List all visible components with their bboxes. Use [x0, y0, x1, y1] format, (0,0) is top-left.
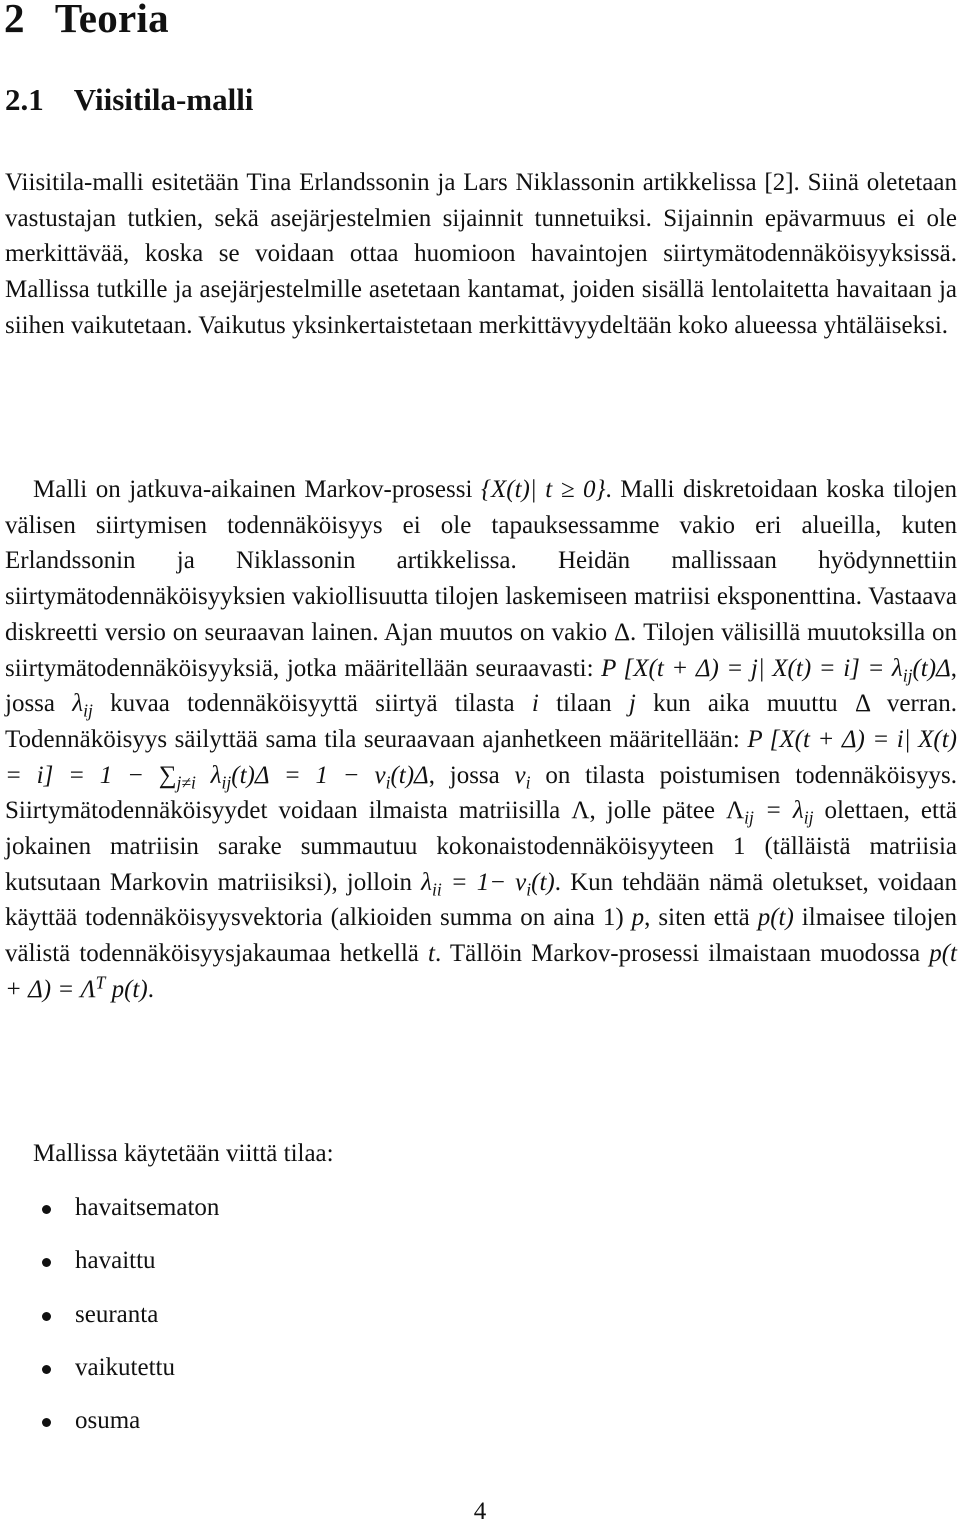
math-subscript: ij [221, 771, 232, 792]
list-item [5, 1403, 219, 1456]
math-superscript: T [95, 972, 106, 993]
math-part: (t)Δ [390, 761, 429, 789]
math-lambda-ii [421, 868, 555, 899]
math-part: λ [421, 868, 432, 896]
math-subscript: ii [431, 878, 442, 899]
math-delta: Δ [854, 690, 870, 718]
text-run: . Tällöin Markov-prosessi ilmaistaan muodossa [434, 940, 930, 968]
math-part: λ [195, 761, 222, 789]
state-label: osuma [75, 1407, 141, 1435]
section-heading [4, 0, 169, 42]
text-run: olettaen, että jokainen matriisin sarake summautuu kokonaistodennäköisyyteen 1 (tälläistä matriisia kutsutaan Markovin matriisiksi), jolloin [5, 797, 957, 896]
paragraph-intro: Viisitila-malli esitetään Tina Erlandssonin ja Lars Niklassonin artikkelissa [2]. Siinä oletetaan vastustajan tutkien, sekä asejärjestelmien sijainnit tunnetuiksi. Sijainnin epävarmuus ei ole merkittävää, koska se voidaan ottaa huomioon havaintojen siirtymätodennäköisyyksissä. Mallissa tutkille ja asejärjestelmille asetetaan kantamat, joiden sisällä lentolaitetta havaitaan ja siihen vaikutetaan. Vaikutus yksinkertaistetaan merkittävyydeltään koko alueessa yhtäläiseksi. [5, 169, 957, 339]
math-subscript: ij [803, 807, 814, 828]
math-subscript: ij [902, 664, 913, 685]
text-run: Malli on jatkuva-aikainen Markov-prosessi [33, 476, 481, 503]
text-run: . Tilojen välisillä muutoksilla on siirtymätodennäköisyyksiä, jotka määritellään seuraavasti: [5, 618, 957, 682]
state-label: havaitsematon [75, 1194, 220, 1221]
math-subscript: ij [744, 807, 754, 828]
math-part: = 1− v [441, 868, 527, 896]
math-part: (t) [531, 868, 555, 896]
subsection-title: Viisitila-malli [73, 82, 254, 117]
math-part: P [X(t + Δ) = i| X(t) = i] = 1 − ∑ [5, 725, 957, 789]
text-run: , jolle pätee [589, 797, 727, 825]
math-process: {X(t)| t ≥ 0} [480, 476, 606, 503]
math-subscript: ij [83, 700, 93, 721]
math-part: v [514, 761, 526, 789]
list-item [5, 1190, 219, 1243]
math-part: (t)Δ = 1 − v [231, 761, 386, 789]
math-part: λ [72, 690, 84, 718]
math-p: p [631, 904, 645, 932]
text-run: ilmaisee tilojen välistä todennäköisyysjakaumaa hetkellä [5, 904, 957, 968]
subsection-number: 2.1 [5, 82, 44, 117]
state-label: seuranta [75, 1300, 159, 1328]
math-part: Λ [726, 797, 745, 825]
math-v-i [514, 761, 531, 792]
bullet-icon [42, 1312, 51, 1321]
math-subscript: i [526, 878, 532, 899]
text-run: on tilasta poistumisen todennäköisyys. Siirtymätodennäköisyydet voidaan ilmaista matriisilla [5, 761, 958, 825]
text-run: verran. Todennäköisyys säilyttää sama tila seuraavaan ajanhetkeen määritellään: [5, 690, 958, 753]
state-label: havaittu [75, 1247, 156, 1275]
text-run: . Malli diskretoidaan koska tilojen välisen siirtymisen todennäköisyys ei ole tapauksessamme vakio eri alueilla, kuten Erlandssonin ja Niklassonin artikkelissa. Heidän mallissaan hyödynnettiin siirtymätodennäköisyyksien vakiollisuutta tilojen laskemiseen matriisi eksponenttina. Vastaava diskreetti versio on seuraavan lainen. Ajan muutos on vakio [5, 476, 957, 646]
math-subscript: i [385, 771, 391, 792]
paragraph-markov [5, 472, 957, 1008]
text-run: , siten että [644, 904, 758, 932]
math-matrix-entry [726, 797, 814, 828]
math-part: = λ [753, 797, 804, 825]
section-number: 2 [4, 0, 25, 41]
math-t: t [428, 940, 435, 968]
bullet-icon [42, 1258, 51, 1267]
math-p-t: p(t) [757, 904, 794, 932]
page-number: 4 [473, 1498, 487, 1525]
bullet-icon [42, 1365, 51, 1374]
math-part: (t)Δ [912, 654, 951, 682]
text-run: kuvaa todennäköisyyttä siirtyä tilasta [92, 690, 532, 718]
text-run: kun aika muuttu [635, 690, 855, 718]
list-item [5, 1243, 219, 1296]
list-item [5, 1297, 219, 1350]
math-part: p(t) [105, 975, 148, 1003]
math-delta: Δ [613, 618, 631, 646]
math-lambda-ij [72, 690, 93, 721]
text-run: , jossa [5, 654, 958, 718]
subsection-heading [5, 82, 253, 118]
math-subscript: j≠i [176, 771, 196, 792]
bullet-icon [42, 1205, 51, 1214]
list-item [5, 1350, 219, 1403]
text-run: . [147, 975, 154, 1003]
math-part: P [X(t + Δ) = j| X(t) = i] = λ [601, 654, 903, 682]
text-run: , jossa [428, 761, 515, 789]
math-transition-prob [601, 654, 951, 685]
state-list [5, 1190, 219, 1456]
math-j: j [628, 690, 636, 718]
math-i: i [531, 690, 539, 718]
bullet-icon [42, 1418, 51, 1427]
section-title: Teoria [54, 0, 169, 41]
text-run: tilaan [538, 690, 629, 718]
math-subscript: i [525, 771, 531, 792]
paragraph-states-intro: Mallissa käytetään viittä tilaa: [33, 1140, 334, 1167]
state-label: vaikutettu [75, 1353, 175, 1381]
text-run: . Kun tehdään nämä oletukset, voidaan käyttää todennäköisyysvektoria (alkioiden summa on aina 1) [5, 868, 957, 932]
math-part: p(t + Δ) = Λ [5, 940, 958, 1003]
math-lambda-matrix: Λ [571, 797, 590, 825]
